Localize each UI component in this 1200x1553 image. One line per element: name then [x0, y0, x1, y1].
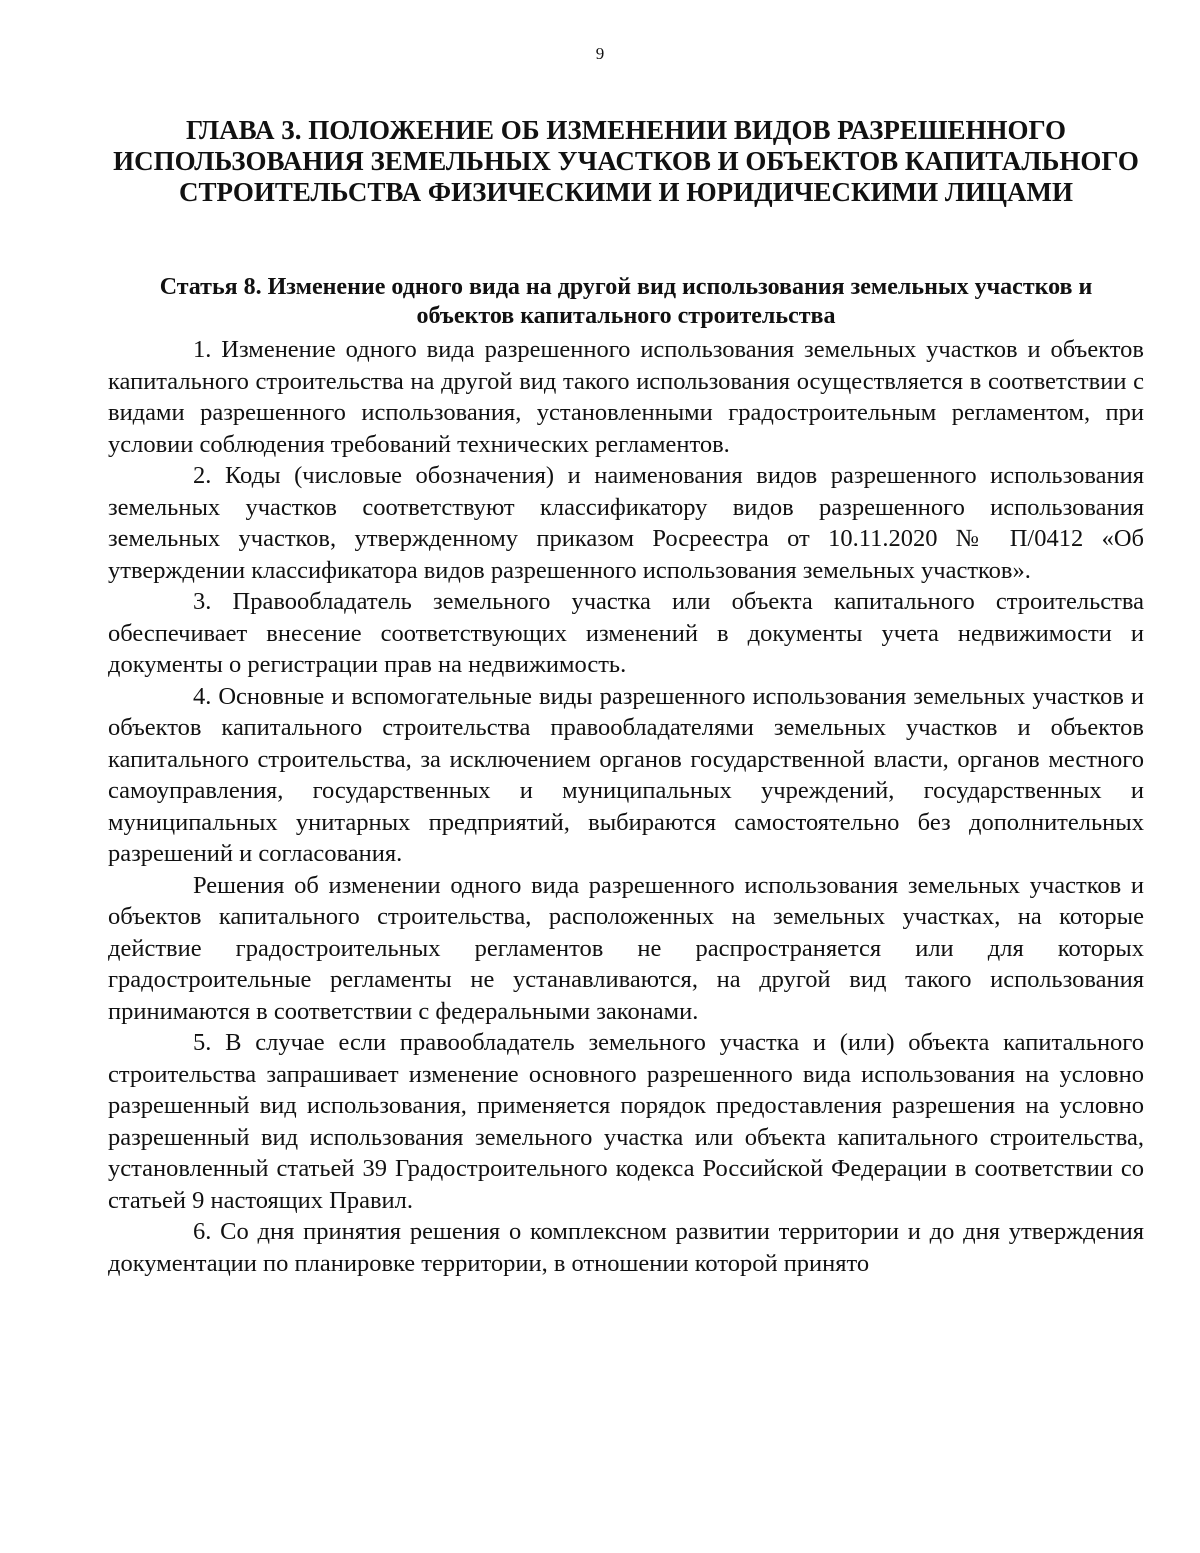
- paragraph-5: 5. В случае если правообладатель земельного участка и (или) объекта капитального строительства запрашивает изменение основного разрешенного вида использования на условно разрешенный вид использования, применяется порядок предоставления разрешения на условно разрешенный вид использования земельного участка или объекта капитального строительства, установленный статьей 39 Градостроительного кодекса Российской Федерации в соответствии со статьей 9 настоящих Правил.: [108, 1029, 1144, 1214]
- paragraph-3: 3. Правообладатель земельного участка или объекта капитального строительства обеспечивает внесение соответствующих изменений в документы учета недвижимости и документы о регистрации прав на недвижимость.: [108, 588, 1144, 678]
- paragraph-4: 4. Основные и вспомогательные виды разрешенного использования земельных участков и объектов капитального строительства правообладателями земельных участков и объектов капитального строительства, за исключением органов государственной власти, органов местного самоуправления, государственных и муниципальных учреждений, государственных и муниципальных унитарных предприятий, выбираются самостоятельно без дополнительных разрешений и согласования.: [108, 682, 1144, 867]
- chapter-title: ГЛАВА 3. ПОЛОЖЕНИЕ ОБ ИЗМЕНЕНИИ ВИДОВ РАЗРЕШЕННОГО ИСПОЛЬЗОВАНИЯ ЗЕМЕЛЬНЫХ УЧАСТКОВ И ОБЪЕКТОВ КАПИТАЛЬНОГО СТРОИТЕЛЬСТВА ФИЗИЧЕСКИМИ И ЮРИДИЧЕСКИМИ ЛИЦАМИ: [113, 115, 1139, 207]
- article-title: Статья 8. Изменение одного вида на другой вид использования земельных участков и объектов капитального строительства: [159, 274, 1093, 329]
- paragraph-2: 2. Коды (числовые обозначения) и наименования видов разрешенного использования земельных участков соответствуют классификатору видов разрешенного использования земельных участков, утвержденному приказом Росреестра от 10.11.2020 № П/0412 «Об утверждении классификатора видов разрешенного использования земельных участков».: [108, 462, 1144, 584]
- article-body: [108, 334, 1144, 1279]
- paragraph-6: 6. Со дня принятия решения о комплексном развитии территории и до дня утверждения документации по планировке территории, в отношении которой принято: [108, 1218, 1144, 1277]
- page-number: 9: [595, 44, 605, 63]
- paragraph-1: 1. Изменение одного вида разрешенного использования земельных участков и объектов капитального строительства на другой вид такого использования осуществляется в соответствии с видами разрешенного использования, установленными градостроительным регламентом, при условии соблюдения требований технических регламентов.: [108, 336, 1144, 458]
- paragraph-4-continuation: Решения об изменении одного вида разрешенного использования земельных участков и объектов капитального строительства, расположенных на земельных участках, на которые действие градостроительных регламентов не распространяется или для которых градостроительные регламенты не устанавливаются, на другой вид такого использования принимаются в соответствии с федеральными законами.: [108, 871, 1144, 1025]
